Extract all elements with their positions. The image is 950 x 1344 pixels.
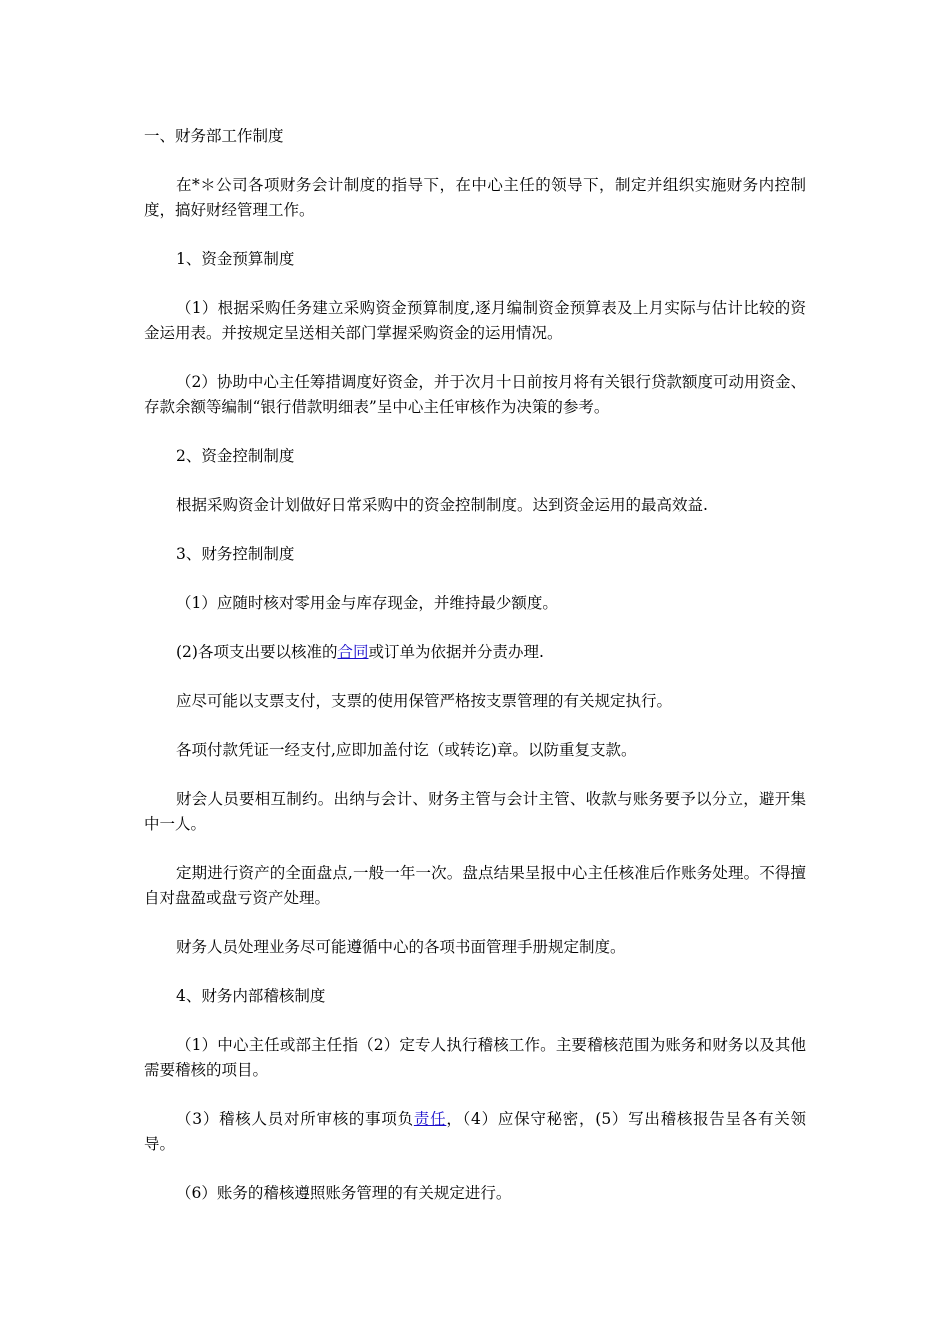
audit-item-3: （6）账务的稽核遵照账务管理的有关规定进行。 [176,1184,512,1202]
payment-voucher-paragraph: 各项付款凭证一经支付,应即加盖付讫（或转讫)章。以防重复支款。 [176,741,637,759]
text-fragment: ，（4）应保守秘密，(5）写出稽核报告呈各有关领导。 [144,1110,806,1153]
check-payment-paragraph: 应尽可能以支票支付，支票的使用保管严格按支票管理的有关规定执行。 [176,692,673,710]
audit-item-2 [144,1107,806,1157]
text-fragment: (2)各项支出要以核准的 [176,643,338,661]
document-body [144,124,806,1230]
subsection-heading-budget: 1、资金预算制度 [176,250,295,268]
fund-control-paragraph: 根据采购资金计划做好日常采购中的资金控制制度。达到资金运用的最高效益. [176,496,708,514]
contract-link[interactable]: 合同 [337,643,369,661]
audit-item-1: （1）中心主任或部主任指（2）定专人执行稽核工作。主要稽核范围为账务和财务以及其他需要稽核的项目。 [144,1036,806,1079]
financial-control-item-2 [144,640,806,665]
financial-control-item-1: （1）应随时核对零用金与库存现金，并维持最少额度。 [176,594,558,612]
budget-item-1: （1）根据采购任务建立采购资金预算制度,逐月编制资金预算表及上月实际与估计比较的资金运用表。并按规定呈送相关部门掌握采购资金的运用情况。 [144,299,806,342]
intro-paragraph: 在*＊公司各项财务会计制度的指导下，在中心主任的领导下，制定并组织实施财务内控制度，搞好财经管理工作。 [144,176,806,219]
subsection-heading-audit: 4、财务内部稽核制度 [176,987,326,1005]
asset-inventory-paragraph: 定期进行资产的全面盘点,一般一年一次。盘点结果呈报中心主任核准后作账务处理。不得擅自对盘盈或盘亏资产处理。 [144,864,806,907]
section-heading: 一、财务部工作制度 [144,127,284,145]
text-fragment: （3）稽核人员对所审核的事项负 [176,1110,414,1128]
budget-item-2: （2）协助中心主任筹措调度好资金，并于次月十日前按月将有关银行贷款额度可动用资金、存款余额等编制“银行借款明细表”呈中心主任审核作为决策的参考。 [144,373,806,416]
manual-compliance-paragraph: 财务人员处理业务尽可能遵循中心的各项书面管理手册规定制度。 [176,938,626,956]
text-fragment: 或订单为依据并分责办理. [368,643,544,661]
subsection-heading-financial-control: 3、财务控制制度 [176,545,295,563]
mutual-restraint-paragraph: 财会人员要相互制约。出纳与会计、财务主管与会计主管、收款与账务要予以分立，避开集中一人。 [144,790,806,833]
responsibility-link[interactable]: 责任 [413,1110,447,1128]
subsection-heading-fund-control: 2、资金控制制度 [176,447,295,465]
